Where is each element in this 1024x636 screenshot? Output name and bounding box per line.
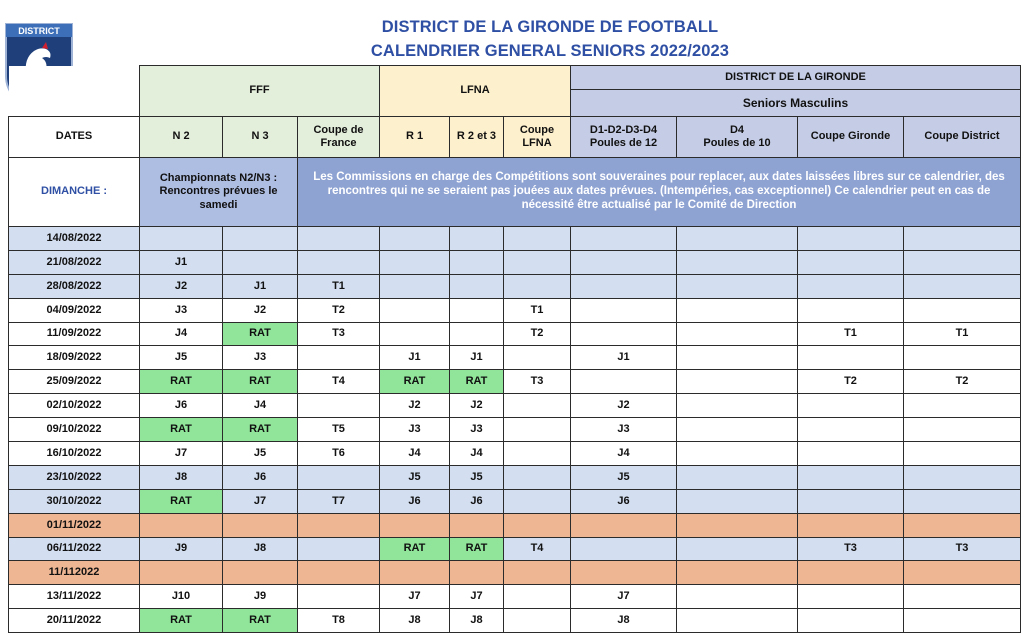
cell-r1: J3 [380,418,450,442]
cell-d1d4 [571,537,677,561]
cell-n3: J6 [223,465,298,489]
cell-r1: J5 [380,465,450,489]
cell-coupe-gironde: T1 [798,322,904,346]
table-row [9,489,1021,513]
cell-r1: J4 [380,442,450,466]
cell-d1d4 [571,513,677,537]
cell-coupe-france [298,346,380,370]
table-row [9,537,1021,561]
cell-n3 [223,561,298,585]
cell-coupe-district [904,250,1021,274]
cell-coupe-lfna [504,585,571,609]
group-district: DISTRICT DE LA GIRONDE [571,66,1021,90]
cell-d1d4 [571,370,677,394]
cell-r2r3: J8 [450,609,504,633]
cell-coupe-district [904,561,1021,585]
cell-coupe-district: T1 [904,322,1021,346]
cell-r1: RAT [380,370,450,394]
cell-coupe-lfna: T2 [504,322,571,346]
dimanche-label: DIMANCHE : [9,158,140,227]
cell-coupe-district [904,513,1021,537]
cell-r1 [380,227,450,251]
championnats-note: Championnats N2/N3 : Rencontres prévues le samedi [140,158,298,227]
cell-coupe-lfna [504,489,571,513]
table-row [9,322,1021,346]
table-row [9,298,1021,322]
cell-coupe-district [904,442,1021,466]
cell-n2 [140,513,223,537]
table-row [9,609,1021,633]
table-row [9,227,1021,251]
cell-n3 [223,250,298,274]
cell-d4 [677,274,798,298]
cell-r1: J7 [380,585,450,609]
date-cell: 02/10/2022 [9,394,140,418]
cell-r1 [380,250,450,274]
cell-r1: J2 [380,394,450,418]
cell-r2r3 [450,513,504,537]
cell-coupe-lfna [504,418,571,442]
cell-d4 [677,227,798,251]
cell-coupe-gironde [798,346,904,370]
cell-coupe-gironde [798,298,904,322]
cell-r1: RAT [380,537,450,561]
cell-n2: J5 [140,346,223,370]
cell-coupe-district [904,585,1021,609]
cell-coupe-france: T3 [298,322,380,346]
cell-coupe-lfna: T1 [504,298,571,322]
cell-d1d4: J3 [571,418,677,442]
cell-r2r3: J6 [450,489,504,513]
date-cell: 04/09/2022 [9,298,140,322]
table-row [9,465,1021,489]
cell-coupe-france [298,250,380,274]
cell-d4 [677,609,798,633]
col-header-coupe-gironde: Coupe Gironde [798,117,904,158]
col-header-coupe-france: Coupe de France [298,117,380,158]
col-header-d1d4-line2: Poules de 12 [589,137,658,149]
col-header-r1: R 1 [380,117,450,158]
cell-n2 [140,227,223,251]
cell-coupe-district [904,609,1021,633]
date-cell: 14/08/2022 [9,227,140,251]
cell-n3: RAT [223,609,298,633]
cell-coupe-district [904,394,1021,418]
col-header-n2: N 2 [140,117,223,158]
cell-coupe-gironde [798,489,904,513]
cell-coupe-lfna [504,227,571,251]
cell-r2r3 [450,322,504,346]
cell-n2: J2 [140,274,223,298]
cell-coupe-france [298,394,380,418]
col-header-d1d4-line1: D1-D2-D3-D4 [589,123,658,136]
cell-coupe-lfna [504,442,571,466]
table-row [9,346,1021,370]
cell-coupe-district [904,489,1021,513]
col-header-r2r3: R 2 et 3 [450,117,504,158]
cell-r2r3: RAT [450,370,504,394]
cell-coupe-france [298,537,380,561]
cell-n2: J10 [140,585,223,609]
cell-coupe-lfna [504,465,571,489]
date-cell: 23/10/2022 [9,465,140,489]
cell-coupe-district [904,418,1021,442]
cell-n2: RAT [140,609,223,633]
cell-coupe-district: T3 [904,537,1021,561]
col-header-coupe-lfna: Coupe LFNA [504,117,571,158]
cell-r2r3 [450,561,504,585]
cell-coupe-gironde: T3 [798,537,904,561]
cell-n3: J1 [223,274,298,298]
cell-d4 [677,561,798,585]
cell-coupe-lfna [504,513,571,537]
date-cell: 11/112022 [9,561,140,585]
cell-d4 [677,585,798,609]
cell-n3 [223,227,298,251]
cell-coupe-lfna [504,250,571,274]
date-cell: 06/11/2022 [9,537,140,561]
date-cell: 13/11/2022 [9,585,140,609]
cell-n3: RAT [223,370,298,394]
cell-r1 [380,274,450,298]
cell-r2r3: J5 [450,465,504,489]
cell-r2r3: J7 [450,585,504,609]
table-row [9,561,1021,585]
cell-coupe-france [298,585,380,609]
cell-d1d4: J6 [571,489,677,513]
cell-coupe-france: T7 [298,489,380,513]
cell-n3: J9 [223,585,298,609]
cell-n2: J7 [140,442,223,466]
group-seniors: Seniors Masculins [571,90,1021,117]
cell-coupe-gironde [798,561,904,585]
commissions-note: Les Commissions en charge des Compétitions sont souveraines pour replacer, aux dates laissées libres sur ce calendrier, des rencontres qui ne se seraient pas jouées aux dates prévues. (Intempéries, cas exceptionnel) Ce calendrier peut en cas de nécessité être actualisé par le Comité de Direction [298,158,1021,227]
logo-text-district: DISTRICT [18,26,60,36]
cell-coupe-gironde [798,250,904,274]
cell-r2r3: J1 [450,346,504,370]
cell-coupe-france: T6 [298,442,380,466]
cell-coupe-district [904,227,1021,251]
cell-d4 [677,513,798,537]
table-row [9,442,1021,466]
cell-coupe-gironde [798,585,904,609]
cell-r2r3: J4 [450,442,504,466]
date-cell: 18/09/2022 [9,346,140,370]
cell-n3 [223,513,298,537]
cell-d4 [677,322,798,346]
corner-blank [9,66,140,117]
cell-coupe-lfna: T3 [504,370,571,394]
cell-n2: J8 [140,465,223,489]
cell-d1d4: J7 [571,585,677,609]
cell-coupe-gironde [798,513,904,537]
cell-coupe-lfna [504,609,571,633]
cell-coupe-france [298,227,380,251]
cell-d4 [677,394,798,418]
cell-coupe-france: T4 [298,370,380,394]
col-header-n3: N 3 [223,117,298,158]
cell-r1 [380,561,450,585]
date-cell: 01/11/2022 [9,513,140,537]
cell-d4 [677,418,798,442]
table-row [9,370,1021,394]
cell-coupe-district [904,346,1021,370]
col-header-d4 [677,117,798,158]
cell-coupe-lfna [504,274,571,298]
cell-coupe-district [904,274,1021,298]
cell-coupe-gironde [798,609,904,633]
cell-n3: J5 [223,442,298,466]
cell-n3: J8 [223,537,298,561]
cell-d4 [677,465,798,489]
cell-coupe-gironde [798,442,904,466]
date-cell: 25/09/2022 [9,370,140,394]
cell-n2: J4 [140,322,223,346]
cell-coupe-france: T1 [298,274,380,298]
table-row [9,274,1021,298]
cell-coupe-district [904,298,1021,322]
cell-r2r3 [450,298,504,322]
cell-coupe-france [298,561,380,585]
cell-d1d4 [571,227,677,251]
cell-r1 [380,322,450,346]
col-header-d4-line2: Poules de 10 [703,137,771,149]
cell-n3: RAT [223,322,298,346]
table-row [9,513,1021,537]
cell-r1 [380,298,450,322]
cell-d4 [677,442,798,466]
cell-r1 [380,513,450,537]
cell-d1d4: J1 [571,346,677,370]
cell-coupe-gironde: T2 [798,370,904,394]
date-cell: 20/11/2022 [9,609,140,633]
cell-n2: J1 [140,250,223,274]
cell-d4 [677,250,798,274]
cell-coupe-gironde [798,418,904,442]
calendar-table [8,65,1021,633]
cell-d4 [677,346,798,370]
page-title: DISTRICT DE LA GIRONDE DE FOOTBALL [381,18,719,36]
cell-r1: J1 [380,346,450,370]
cell-coupe-gironde [798,394,904,418]
table-row [9,394,1021,418]
col-header-d4-line1: D4 [729,123,745,136]
cell-coupe-france: T5 [298,418,380,442]
cell-r2r3 [450,227,504,251]
cell-r2r3: J2 [450,394,504,418]
cell-d1d4 [571,561,677,585]
cell-coupe-gironde [798,227,904,251]
cell-coupe-france [298,513,380,537]
cell-n2 [140,561,223,585]
cell-coupe-france: T8 [298,609,380,633]
col-header-dates: DATES [9,117,140,158]
page-subtitle: CALENDRIER GENERAL SENIORS 2022/2023 [370,42,730,60]
cell-d1d4: J4 [571,442,677,466]
col-header-coupe-district: Coupe District [904,117,1021,158]
group-lfna: LFNA [380,66,571,117]
cell-n3: RAT [223,418,298,442]
cell-r2r3 [450,274,504,298]
cell-n2: RAT [140,370,223,394]
date-cell: 09/10/2022 [9,418,140,442]
cell-d4 [677,489,798,513]
cell-d1d4 [571,250,677,274]
group-fff: FFF [140,66,380,117]
cell-n2: J9 [140,537,223,561]
cell-n2: RAT [140,418,223,442]
cell-r2r3: J3 [450,418,504,442]
cell-d1d4: J5 [571,465,677,489]
cell-n2: RAT [140,489,223,513]
cell-coupe-france [298,465,380,489]
cell-coupe-lfna [504,561,571,585]
cell-r2r3 [450,250,504,274]
cell-coupe-lfna: T4 [504,537,571,561]
cell-r1: J8 [380,609,450,633]
date-cell: 21/08/2022 [9,250,140,274]
table-row [9,418,1021,442]
cell-d1d4 [571,298,677,322]
cell-n3: J2 [223,298,298,322]
cell-coupe-lfna [504,346,571,370]
date-cell: 28/08/2022 [9,274,140,298]
cell-d1d4: J2 [571,394,677,418]
cell-d1d4: J8 [571,609,677,633]
cell-d4 [677,298,798,322]
cell-d4 [677,537,798,561]
date-cell: 30/10/2022 [9,489,140,513]
date-cell: 11/09/2022 [9,322,140,346]
table-row [9,585,1021,609]
cell-coupe-france: T2 [298,298,380,322]
col-header-d1d4 [571,117,677,158]
cell-n3: J3 [223,346,298,370]
cell-d1d4 [571,322,677,346]
cell-n2: J6 [140,394,223,418]
date-cell: 16/10/2022 [9,442,140,466]
cell-r2r3: RAT [450,537,504,561]
cell-r1: J6 [380,489,450,513]
cell-coupe-district [904,465,1021,489]
cell-n3: J7 [223,489,298,513]
cell-n3: J4 [223,394,298,418]
cell-coupe-gironde [798,465,904,489]
cell-coupe-lfna [504,394,571,418]
cell-d4 [677,370,798,394]
cell-coupe-gironde [798,274,904,298]
cell-coupe-district: T2 [904,370,1021,394]
cell-n2: J3 [140,298,223,322]
cell-d1d4 [571,274,677,298]
table-row [9,250,1021,274]
